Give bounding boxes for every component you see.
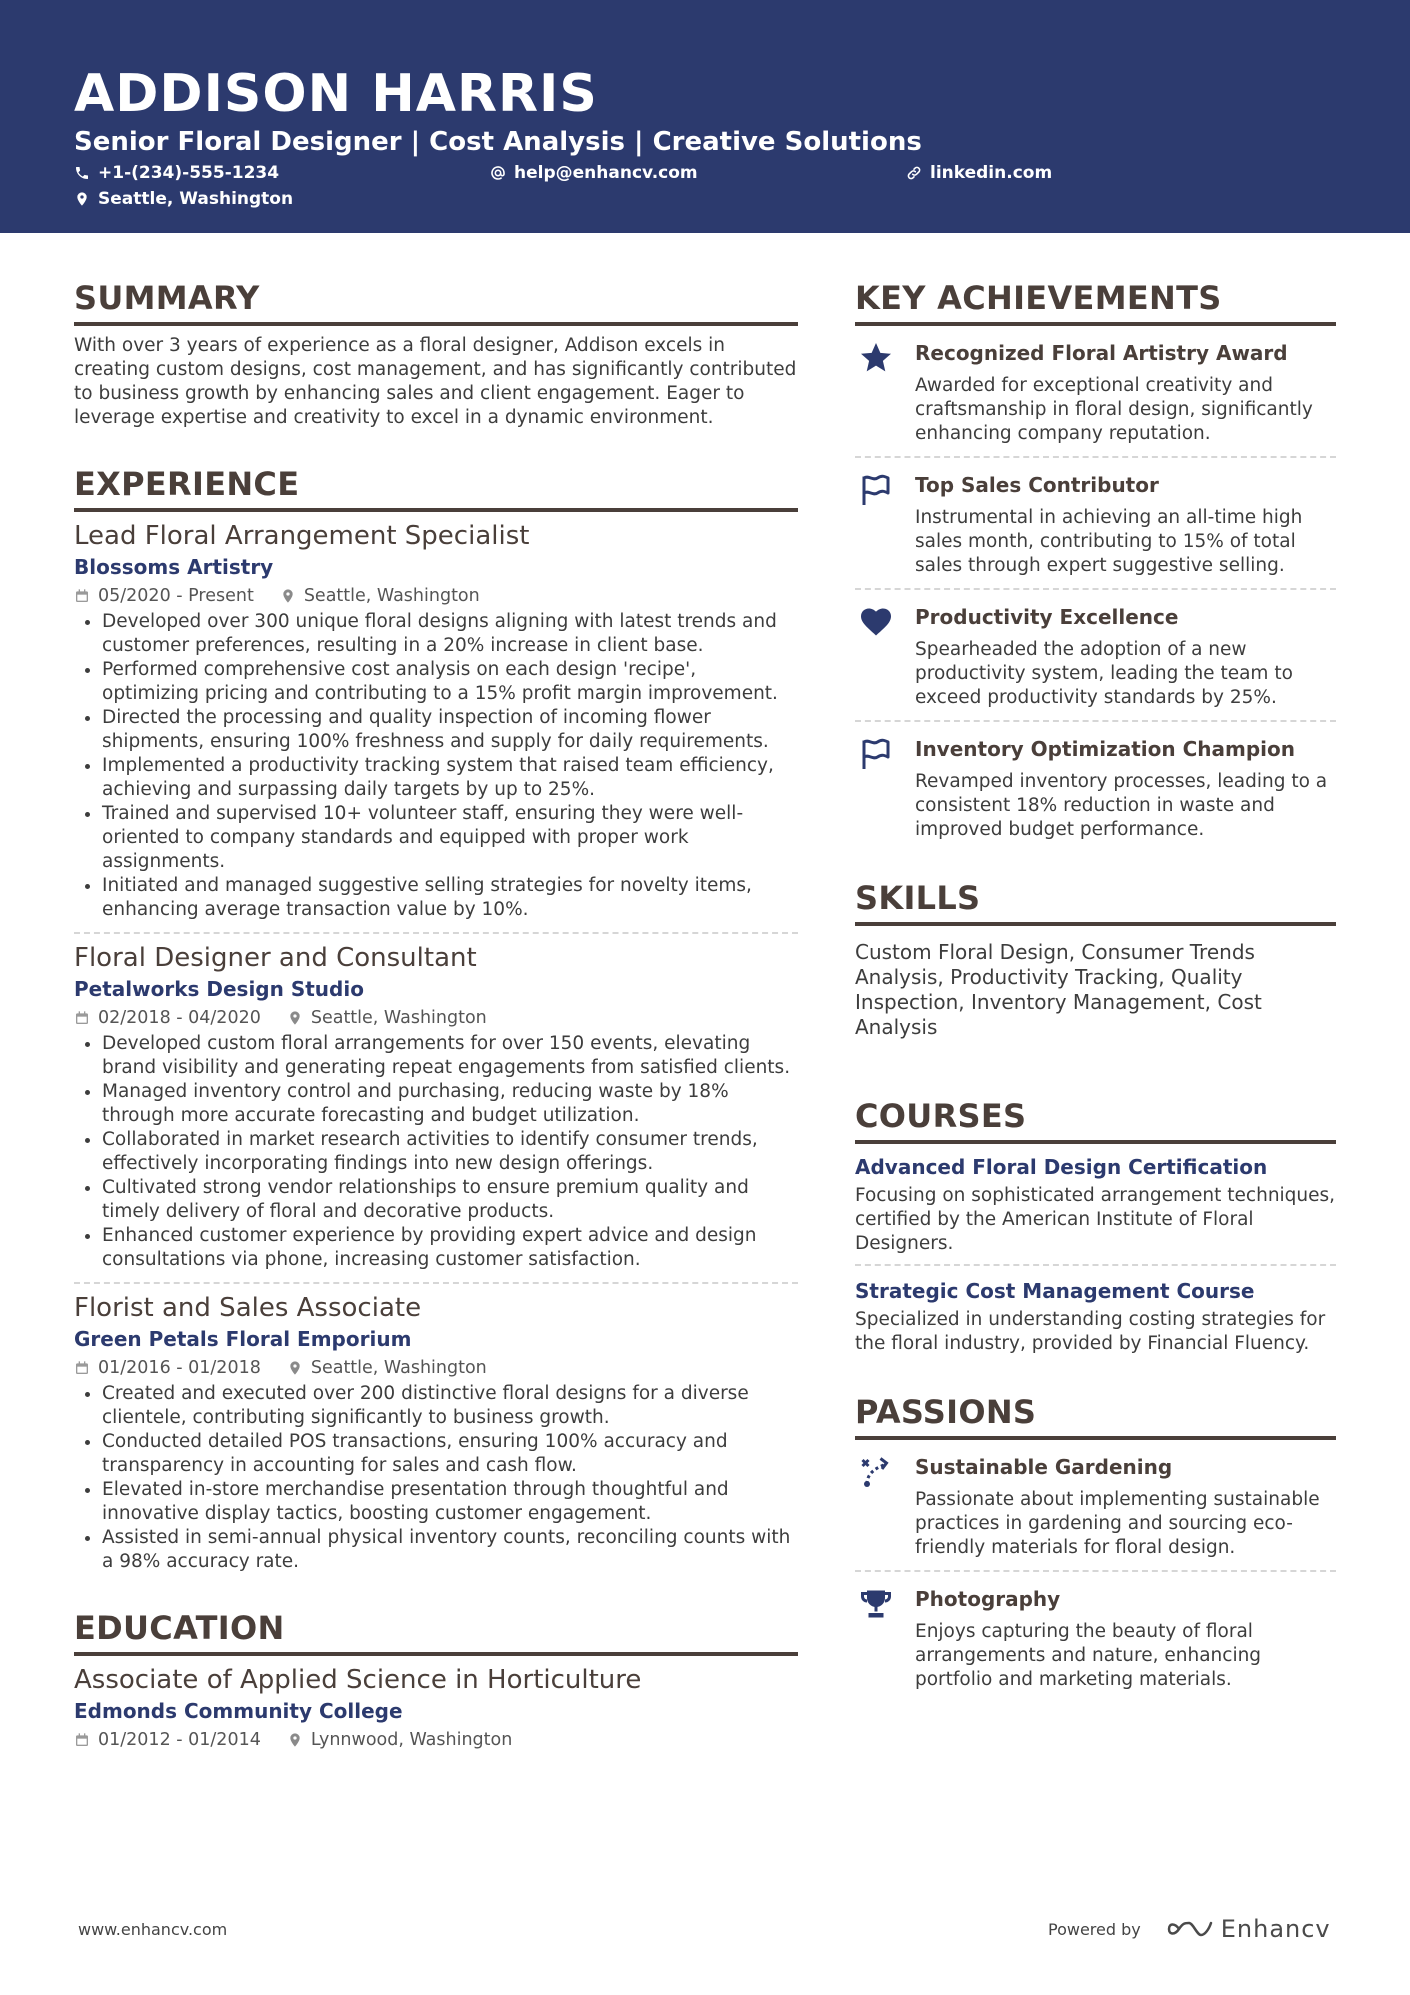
- education-heading: EDUCATION: [74, 1608, 798, 1656]
- bullet-item: • Implemented a productivity tracking system that raised team efficiency, achieving and surpassing daily targets by up to 25%.: [102, 754, 798, 802]
- strategy-icon: [858, 1454, 894, 1490]
- job-title: Floral Designer and Consultant: [74, 943, 477, 973]
- divider: [74, 932, 798, 934]
- skills-text: Custom Floral Design, Consumer Trends Analysis, Productivity Tracking, Quality Inspection, Inventory Management, Cost Analysis: [855, 940, 1262, 1039]
- right-column: [855, 278, 1336, 1692]
- course-item: [855, 1154, 1336, 1256]
- trophy-icon: [858, 1586, 894, 1622]
- job-dates: 01/2016 - 01/2018: [98, 1358, 261, 1378]
- job-entry: [74, 1292, 798, 1574]
- calendar-icon: [74, 1010, 90, 1026]
- star-icon: [858, 340, 894, 376]
- course-item: [855, 1278, 1336, 1356]
- summary-text: With over 3 years of experience as a floral designer, Addison excels in creating custom designs, cost management, and has significantly contributed to business growth by enhancing sales and client engagement. Eager to leverage expertise and creativity to excel in a dynamic environment.: [74, 335, 797, 428]
- job-meta: [74, 1006, 798, 1030]
- bullet-item: • Enhanced customer experience by providing expert advice and design consultations via phone, increasing customer satisfaction.: [102, 1224, 798, 1272]
- brand-logo: [1167, 1915, 1331, 1943]
- location-pin-icon: [74, 191, 90, 207]
- flag-icon: [858, 472, 894, 508]
- location-text: Seattle, Washington: [98, 189, 294, 209]
- candidate-name: ADDISON HARRIS: [74, 64, 598, 124]
- education-entry: [74, 1664, 798, 1752]
- bullet-item: • Trained and supervised 10+ volunteer staff, ensuring they were well-oriented to company standards and equipped with proper work assignments.: [102, 802, 798, 874]
- company-name: Petalworks Design Studio: [74, 977, 364, 1001]
- job-location: Seattle, Washington: [310, 1358, 487, 1378]
- job-bullets: [74, 610, 798, 922]
- job-bullets: [74, 1382, 798, 1574]
- passion-title: Photography: [915, 1587, 1061, 1611]
- achievement-title: Productivity Excellence: [915, 605, 1179, 629]
- achievement-desc: Instrumental in achieving an all-time high sales month, contributing to 15% of total sales through expert suggestive selling.: [915, 507, 1303, 576]
- location-pin-icon: [287, 1360, 303, 1376]
- bullet-item: • Initiated and managed suggestive selling strategies for novelty items, enhancing average transaction value by 10%.: [102, 874, 798, 922]
- company-name: Blossoms Artistry: [74, 555, 274, 579]
- job-meta: [74, 1356, 798, 1380]
- job-title: Lead Floral Arrangement Specialist: [74, 521, 530, 551]
- course-desc: Specialized in understanding costing strategies for the floral industry, provided by Financial Fluency.: [855, 1309, 1326, 1354]
- phone-icon: [74, 165, 90, 181]
- divider: [855, 588, 1336, 590]
- education-location: Lynnwood, Washington: [310, 1730, 513, 1750]
- link-icon: [906, 165, 922, 181]
- linkedin-text: linkedin.com: [930, 163, 1053, 183]
- passion-desc: Passionate about implementing sustainable practices in gardening and sourcing eco-friendly materials for floral design.: [915, 1489, 1320, 1558]
- contact-phone[interactable]: [74, 162, 279, 184]
- phone-text: +1-(234)-555-1234: [98, 163, 280, 183]
- experience-heading: EXPERIENCE: [74, 464, 798, 512]
- at-icon: [490, 165, 506, 181]
- job-dates: 05/2020 - Present: [98, 586, 254, 606]
- divider: [855, 1264, 1336, 1266]
- divider: [855, 1570, 1336, 1572]
- achievement-title: Inventory Optimization Champion: [915, 737, 1296, 761]
- bullet-item: • Developed over 300 unique floral designs aligning with latest trends and customer preferences, resulting in a 20% increase in client base.: [102, 610, 798, 658]
- bullet-item: • Managed inventory control and purchasing, reducing waste by 18% through more accurate forecasting and budget utilization.: [102, 1080, 798, 1128]
- divider: [74, 1282, 798, 1284]
- passion-item: [855, 1586, 1336, 1692]
- job-dates: 02/2018 - 04/2020: [98, 1008, 261, 1028]
- degree-title: Associate of Applied Science in Horticulture: [74, 1665, 642, 1695]
- summary-heading: SUMMARY: [74, 278, 798, 326]
- bullet-item: • Directed the processing and quality inspection of incoming flower shipments, ensuring 100% freshness and supply for daily requirements.: [102, 706, 798, 754]
- bullet-item: • Collaborated in market research activities to identify consumer trends, effectively incorporating findings into new design offerings.: [102, 1128, 798, 1176]
- powered-by-label: Powered by: [1048, 1919, 1141, 1939]
- school-name: Edmonds Community College: [74, 1699, 403, 1723]
- job-title: Florist and Sales Associate: [74, 1293, 422, 1323]
- passion-item: [855, 1454, 1336, 1560]
- brand-name: Enhancv: [1220, 1915, 1331, 1943]
- heart-icon: [858, 604, 894, 640]
- bullet-item: • Cultivated strong vendor relationships to ensure premium quality and timely delivery of floral and decorative products.: [102, 1176, 798, 1224]
- achievement-item: [855, 472, 1336, 578]
- divider: [855, 456, 1336, 458]
- calendar-icon: [74, 588, 90, 604]
- achievements-heading: KEY ACHIEVEMENTS: [855, 278, 1336, 326]
- job-entry: [74, 520, 798, 922]
- job-location: Seattle, Washington: [303, 586, 480, 606]
- bullet-item: • Developed custom floral arrangements for over 150 events, elevating brand visibility and generating repeat engagements from satisfied clients.: [102, 1032, 798, 1080]
- location-pin-icon: [287, 1732, 303, 1748]
- job-bullets: [74, 1032, 798, 1272]
- job-meta: [74, 584, 798, 608]
- achievement-title: Top Sales Contributor: [915, 473, 1159, 497]
- courses-heading: COURSES: [855, 1096, 1336, 1144]
- bullet-item: • Elevated in-store merchandise presentation through thoughtful and innovative display tactics, boosting customer engagement.: [102, 1478, 798, 1526]
- education-meta: [74, 1728, 798, 1752]
- email-text: help@enhancv.com: [514, 163, 698, 183]
- course-desc: Focusing on sophisticated arrangement techniques, certified by the American Institute of Floral Designers.: [855, 1185, 1336, 1254]
- header: [0, 0, 1410, 233]
- job-location: Seattle, Washington: [310, 1008, 487, 1028]
- location-pin-icon: [287, 1010, 303, 1026]
- contact-location: [74, 188, 293, 210]
- divider: [855, 720, 1336, 722]
- bullet-item: • Created and executed over 200 distinctive floral designs for a diverse clientele, contributing significantly to business growth.: [102, 1382, 798, 1430]
- calendar-icon: [74, 1732, 90, 1748]
- passions-heading: PASSIONS: [855, 1392, 1336, 1440]
- course-title: Advanced Floral Design Certification: [855, 1155, 1268, 1179]
- achievement-item: [855, 736, 1336, 842]
- passion-title: Sustainable Gardening: [915, 1455, 1173, 1479]
- left-column: [74, 278, 798, 1752]
- contact-linkedin[interactable]: [906, 162, 1052, 184]
- achievement-desc: Spearheaded the adoption of a new productivity system, leading the team to exceed productivity standards by 25%.: [915, 639, 1293, 708]
- location-pin-icon: [280, 588, 296, 604]
- contact-email[interactable]: [490, 162, 698, 184]
- footer-website[interactable]: www.enhancv.com: [78, 1920, 228, 1939]
- education-dates: 01/2012 - 01/2014: [98, 1730, 261, 1750]
- flag-icon: [858, 736, 894, 772]
- company-name: Green Petals Floral Emporium: [74, 1327, 412, 1351]
- achievement-item: [855, 340, 1336, 446]
- course-title: Strategic Cost Management Course: [855, 1279, 1255, 1303]
- achievement-item: [855, 604, 1336, 710]
- bullet-item: • Conducted detailed POS transactions, ensuring 100% accuracy and transparency in accounting for sales and cash flow.: [102, 1430, 798, 1478]
- footer-branding: [1048, 1915, 1331, 1943]
- bullet-item: • Assisted in semi-annual physical inventory counts, reconciling counts with a 98% accuracy rate.: [102, 1526, 798, 1574]
- enhancv-logo-icon: [1167, 1917, 1213, 1941]
- skills-heading: SKILLS: [855, 878, 1336, 926]
- achievement-title: Recognized Floral Artistry Award: [915, 341, 1288, 365]
- passion-desc: Enjoys capturing the beauty of floral arrangements and nature, enhancing portfolio and marketing materials.: [915, 1621, 1262, 1690]
- calendar-icon: [74, 1360, 90, 1376]
- achievement-desc: Revamped inventory processes, leading to a consistent 18% reduction in waste and improved budget performance.: [915, 771, 1328, 840]
- bullet-item: • Performed comprehensive cost analysis on each design 'recipe', optimizing pricing and contributing to a 15% profit margin improvement.: [102, 658, 798, 706]
- candidate-tagline: Senior Floral Designer | Cost Analysis | Creative Solutions: [74, 127, 922, 157]
- achievement-desc: Awarded for exceptional creativity and craftsmanship in floral design, significantly enhancing company reputation.: [915, 375, 1313, 444]
- job-entry: [74, 942, 798, 1272]
